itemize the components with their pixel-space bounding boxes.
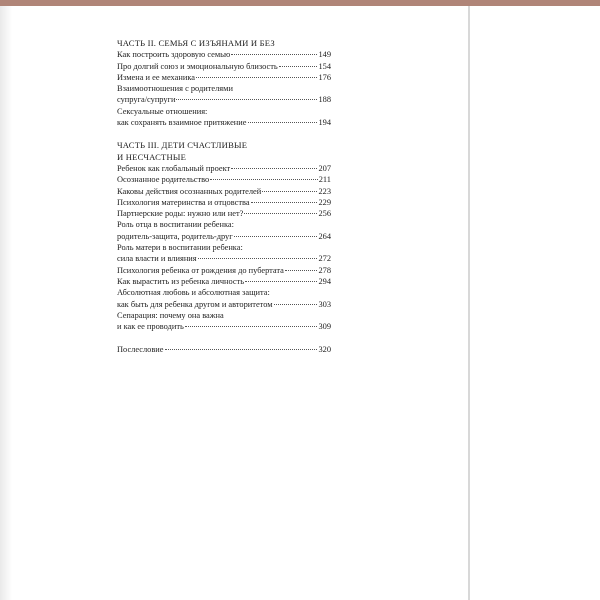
entry-page: 278 <box>318 265 331 275</box>
part-3-title-line: И НЕСЧАСТНЫЕ <box>117 151 187 162</box>
leader-dots <box>245 281 317 282</box>
entry-text: Послесловие <box>117 345 164 355</box>
leader-dots <box>274 304 318 305</box>
entry-page: 149 <box>318 50 331 60</box>
entry-text: Осознанное родительство <box>117 175 210 185</box>
entry-text: как быть для ребенка другом и авторитетом <box>117 299 273 309</box>
entry-page: 309 <box>318 322 331 332</box>
entry-text: Измена и ее механика <box>117 72 195 82</box>
leader-dots <box>196 77 317 78</box>
entry-text: Ребенок как глобальный проект <box>117 163 231 173</box>
entry-text: родитель-защита, родитель-друг <box>117 231 233 241</box>
entry-text: Как вырастить из ребенка личность <box>117 276 245 286</box>
leader-dots <box>251 202 318 203</box>
leader-dots <box>248 122 318 123</box>
entry-page: 229 <box>318 197 331 207</box>
entry-text: супруга/супруги <box>117 95 176 105</box>
entry-text: Роль матери в воспитании ребенка: <box>117 243 243 253</box>
toc-entry <box>117 106 331 129</box>
toc-entry <box>117 186 331 197</box>
toc-entry <box>117 61 331 72</box>
scan-left-gutter <box>0 6 12 600</box>
leader-dots <box>231 168 317 169</box>
toc-entry <box>117 276 331 287</box>
entry-page: 294 <box>318 276 331 286</box>
entry-page: 176 <box>318 72 331 82</box>
entry-page: 154 <box>318 61 331 71</box>
entry-page: 188 <box>318 95 331 105</box>
entry-text: Психология материнства и отцовства <box>117 197 250 207</box>
entry-text: и как ее проводить <box>117 322 184 332</box>
toc-entry <box>117 83 331 106</box>
entry-text: как сохранять взаимное притяжение <box>117 118 247 128</box>
leader-dots <box>210 179 317 180</box>
part-3-title <box>117 140 331 163</box>
part-3-title-line: ЧАСТЬ III. ДЕТИ СЧАСТЛИВЫЕ <box>117 140 248 151</box>
toc-entry <box>117 219 331 242</box>
part-3-entries <box>117 163 331 332</box>
entry-page: 320 <box>318 345 331 355</box>
leader-dots <box>176 99 317 100</box>
leader-dots <box>198 258 318 259</box>
entry-text: Про долгий союз и эмоциональную близость <box>117 61 278 71</box>
toc-entry <box>117 310 331 333</box>
toc-entry <box>117 197 331 208</box>
entry-text: Как построить здоровую семью <box>117 50 231 60</box>
entry-page: 303 <box>318 299 331 309</box>
leader-dots <box>244 213 317 214</box>
toc-entry <box>117 49 331 60</box>
leader-dots <box>279 66 318 67</box>
entry-page: 194 <box>318 118 331 128</box>
entry-text: Взаимоотношения с родителями <box>117 84 233 94</box>
toc-part-2 <box>117 38 331 128</box>
entry-text: Партнерские роды: нужно или нет? <box>117 209 244 219</box>
table-of-contents <box>117 38 331 356</box>
entry-text: Абсолютная любовь и абсолютная защита: <box>117 288 270 298</box>
entry-page: 207 <box>318 163 331 173</box>
entry-text: Сексуальные отношения: <box>117 106 208 116</box>
toc-entry <box>117 72 331 83</box>
page-edge <box>468 6 470 600</box>
leader-dots <box>231 54 317 55</box>
entry-page: 272 <box>318 254 331 264</box>
toc-entry <box>117 287 331 310</box>
leader-dots <box>262 191 317 192</box>
toc-entry <box>117 174 331 185</box>
toc-entry <box>117 242 331 265</box>
entry-text: Сепарация: почему она важна <box>117 310 224 320</box>
entry-text: Психология ребенка от рождения до пубертата <box>117 265 284 275</box>
entry-page: 264 <box>318 231 331 241</box>
entry-page: 223 <box>318 186 331 196</box>
leader-dots <box>285 270 318 271</box>
leader-dots <box>165 349 318 350</box>
toc-afterword <box>117 344 331 355</box>
part-2-entries <box>117 49 331 128</box>
entry-text: Роль отца в воспитании ребенка: <box>117 220 234 230</box>
leader-dots <box>234 236 318 237</box>
toc-entry <box>117 163 331 174</box>
toc-entry <box>117 208 331 219</box>
toc-entry <box>117 265 331 276</box>
part-2-title: ЧАСТЬ II. СЕМЬЯ С ИЗЪЯНАМИ И БЕЗ <box>117 38 275 48</box>
entry-text: сила власти и влияния <box>117 254 197 264</box>
entry-page: 211 <box>318 175 331 185</box>
toc-part-3 <box>117 140 331 332</box>
entry-text: Каковы действия осознанных родителей <box>117 186 262 196</box>
leader-dots <box>185 326 318 327</box>
scan-top-strip <box>0 0 600 6</box>
entry-page: 256 <box>318 209 331 219</box>
